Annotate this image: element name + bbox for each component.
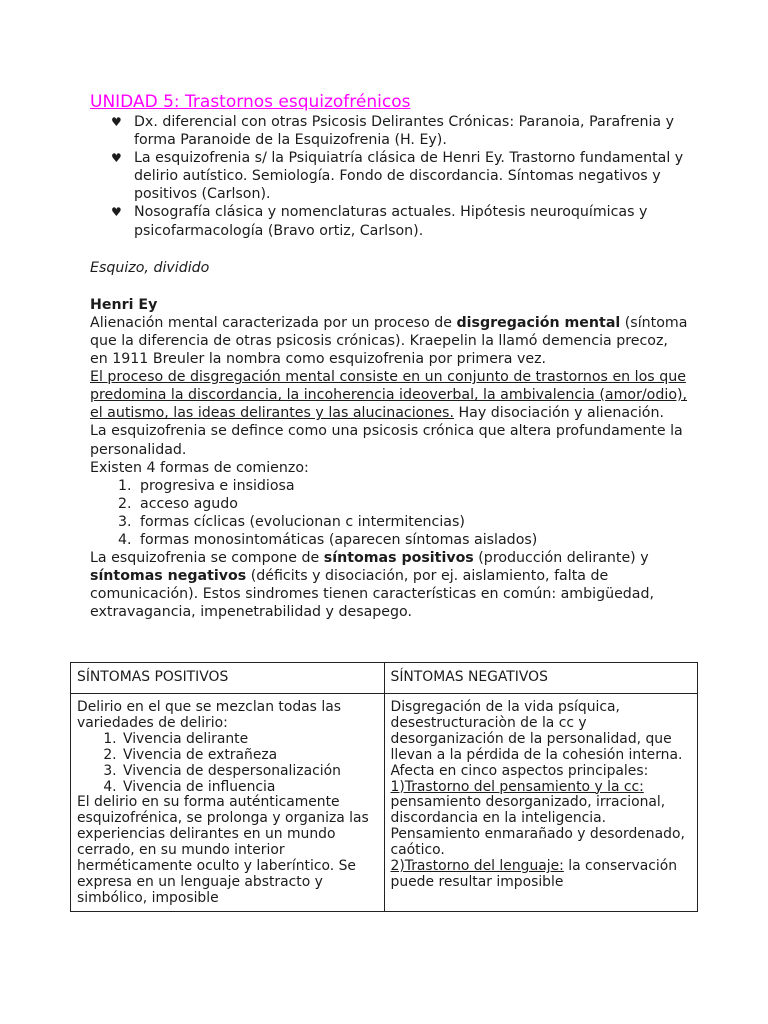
topic-item [90,203,690,239]
bold-term: síntomas negativos [90,568,247,585]
onset-forms-list [90,477,690,549]
list-item: 2. acceso agudo [136,495,690,513]
negative-cell [384,694,698,912]
paragraph-forms-intro: Existen 4 formas de comienzo: [90,459,309,476]
list-item: 1. Vivencia delirante [121,732,378,748]
heart-bullet-icon: ♥ [111,115,122,129]
text-run: (producción delirante) y [473,550,649,567]
bold-term: disgregación mental [456,314,621,331]
topic-text: La esquizofrenia s/ la Psiquiatría clásica de Henri Ey. Trastorno fundamental y delirio autístico. Semiología. Fondo de discordancia. Síntomas negativos y positivos (Carlson). [134,150,684,203]
unit-title: UNIDAD 5: Trastornos esquizofrénicos [90,92,411,112]
positive-list [77,732,378,796]
text-run: (síntoma que la diferencia de otras psicosis crónicas). Kraepelin la llamó demencia precoz, en 1911 Breuler la nombra como esquizofrenia por primera vez. [90,314,688,368]
bold-term: síntomas positivos [323,550,474,567]
negative-intro: Disgregación de la vida psíquica, desestructuraciòn de la cc y desorganización de la personalidad, que llevan a la pérdida de la cohesión interna. Afecta en cinco aspectos principales: [390,699,683,779]
heart-bullet-icon: ♥ [111,151,122,166]
text-run: Hay disociación y alienación. [453,405,664,422]
header-positive: SÍNTOMAS POSITIVOS [71,663,385,694]
list-item: 3. formas cíclicas (evolucionan c intermitencias) [136,513,690,531]
positive-cell [71,694,385,912]
text-run: (déficits y disociación, por ej. aislamiento, falta de comunicación). Estos sindromes tienen características en común: ambigüedad, extravagancia, impenetrabilidad y desapego. [90,568,655,621]
text-run: pensamiento desorganizado, irracional, discordancia en la inteligencia. Pensamiento enmarañado y desordenado, caótico. [390,794,685,859]
list-item: 4. formas monosintomáticas (aparecen síntomas aislados) [136,531,690,549]
header-negative: SÍNTOMAS NEGATIVOS [384,663,698,694]
table-header-row [71,663,698,694]
paragraph-definition [90,314,690,368]
document-content [90,91,690,621]
paragraph-psychosis: La esquizofrenia se defince como una psicosis crónica que altera profundamente la personalidad. [90,423,683,458]
topic-list [90,113,690,240]
topic-item [90,113,690,149]
negative-item [391,780,692,860]
table-row [71,694,698,912]
list-item: 3. Vivencia de despersonalización [121,764,378,780]
paragraph-process [90,368,690,422]
topic-item [90,149,690,203]
positive-text: El delirio en su forma auténticamente esquizofrénica, se prolonga y organiza las experiencias delirantes en un mundo cerrado, en su mundo interior herméticamente oculto y laberíntico. Se expresa en un lenguaje abstracto y simbólico, imposible [77,794,369,906]
underlined-text: El proceso de disgregación mental consiste en un conjunto de trastornos en los que predomina la discordancia, la incoherencia ideoverbal, la ambivalencia (amor/odio), el autismo, las ideas delirantes y las alucinaciones. [90,369,688,422]
list-item: 1. progresiva e insidiosa [136,477,690,495]
symptoms-table [70,662,698,912]
paragraph-symptoms [90,549,690,621]
positive-intro: Delirio en el que se mezclan todas las variedades de delirio: [77,699,341,731]
text-run: la conservación puede resultar imposible [390,858,678,890]
text-run: Alienación mental caracterizada por un proceso de [90,314,457,331]
etymology-note: Esquizo, dividido [90,259,210,276]
topic-text: Nosografía clásica y nomenclaturas actuales. Hipótesis neuroquímicas y psicofarmacología (Bravo ortiz, Carlson). [134,204,648,239]
negative-item [391,859,692,891]
underlined-label: 2)Trastorno del lenguaje: [390,858,564,875]
text-run: La esquizofrenia se compone de [90,550,324,567]
list-item: 2. Vivencia de extrañeza [121,748,378,764]
author-heading: Henri Ey [90,296,158,313]
list-item: 4. Vivencia de influencia [121,780,378,796]
topic-text: Dx. diferencial con otras Psicosis Delirantes Crónicas: Paranoia, Parafrenia y forma Paranoide de la Esquizofrenia (H. Ey). [134,114,674,149]
underlined-label: 1)Trastorno del pensamiento y la cc: [390,778,644,795]
heart-bullet-icon: ♥ [111,205,122,220]
